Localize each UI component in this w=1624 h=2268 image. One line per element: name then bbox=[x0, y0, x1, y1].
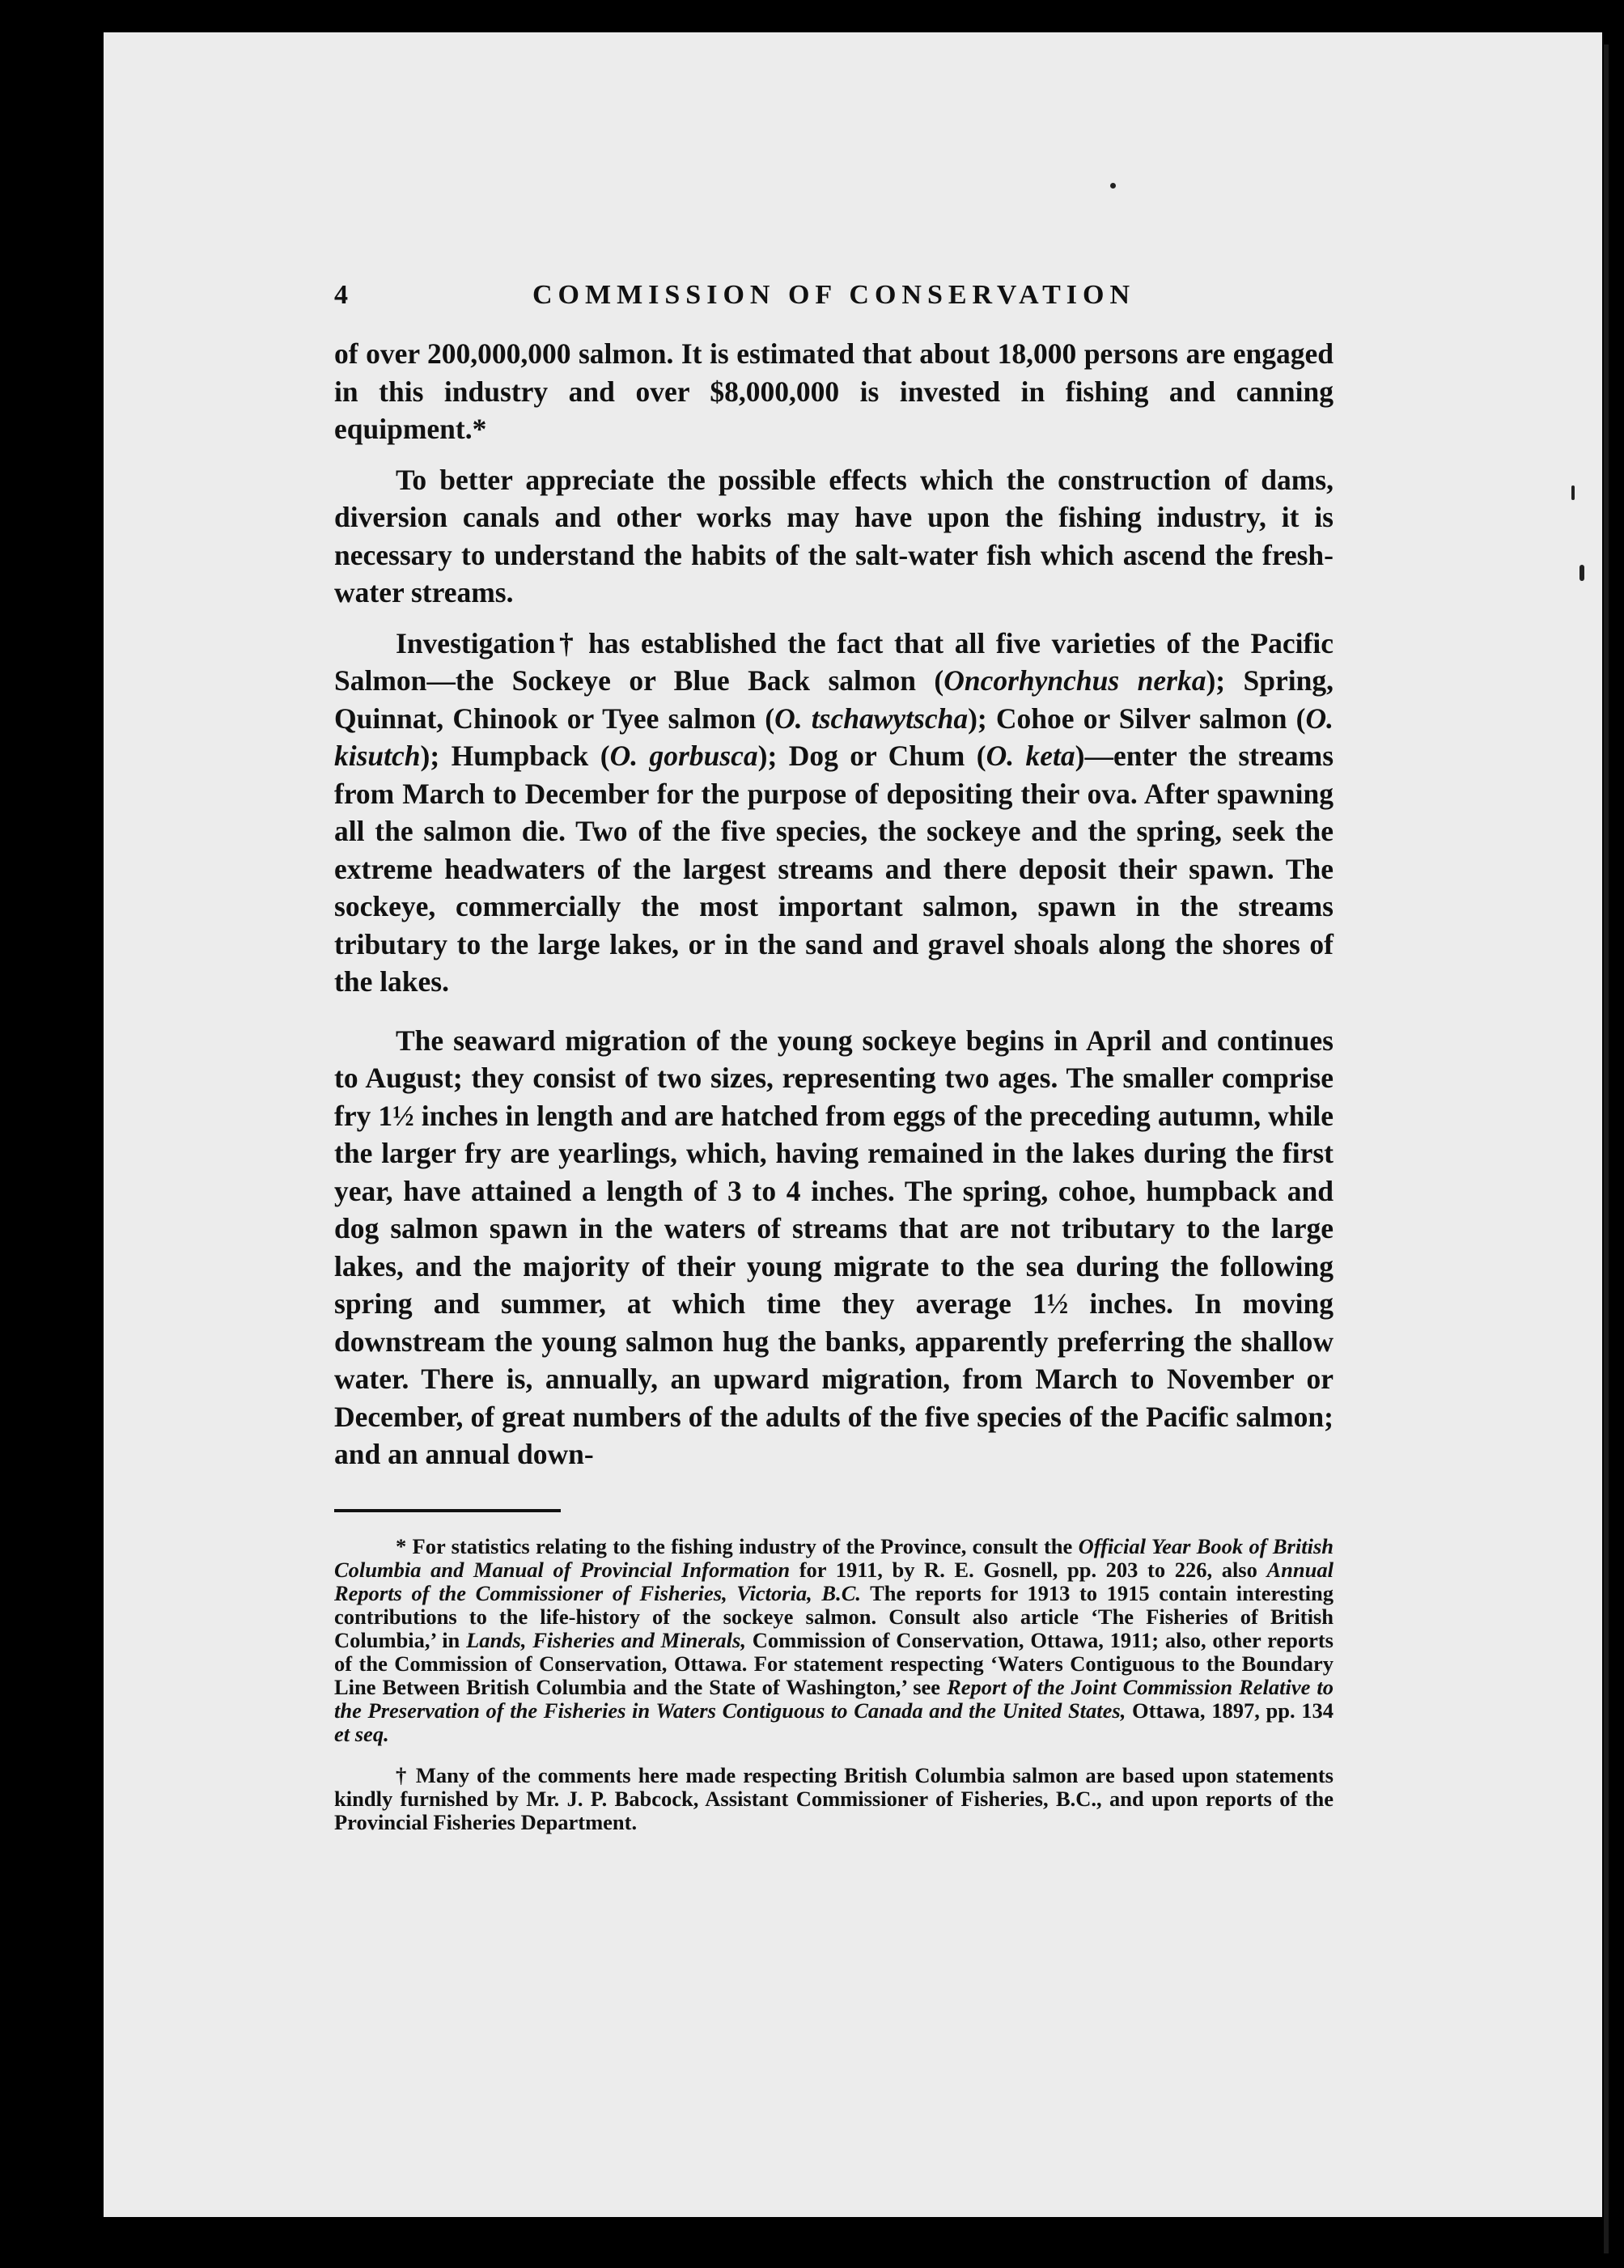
speck-mark bbox=[1571, 485, 1575, 500]
text-run: Ottawa, 1897, pp. 134 bbox=[1126, 1698, 1334, 1723]
citation-title: Annual Reports of the Commissioner of Fisheries, Victoria, B.C. bbox=[334, 1557, 1334, 1605]
page-number: 4 bbox=[334, 280, 348, 310]
text-run: * For statistics relating to the fishing industry of the Province, consult the bbox=[396, 1533, 1079, 1558]
running-title: COMMISSION OF CONSERVATION bbox=[532, 280, 1136, 310]
footnotes bbox=[334, 1535, 1334, 1834]
citation-title: Official Year Book of British Columbia and Manual of Provincial Information bbox=[334, 1533, 1334, 1582]
species-name: O. tschawytscha bbox=[774, 702, 969, 735]
text-run: ); Humpback ( bbox=[420, 740, 610, 772]
paragraph bbox=[334, 625, 1334, 1001]
text-run: )—enter the streams from March to December for the purpose of depositing their ova. After spawning all the salmon die. Two of the five species, the sockeye and the spring, seek the extreme headwaters of the largest streams and there deposit their spawn. The sockeye, commercially the most important salmon, spawn in the streams tributary to the large lakes, or in the sand and gravel shoals along the shores of the lakes. bbox=[334, 740, 1334, 998]
text-run: Commission of Conservation, Ottawa, 1911; also, other reports of the Commission of Conservation, Ottawa. For statement respecting ‘Waters Contiguous to the Boundary Line Between British Columbia and the State of Washington,’ see bbox=[334, 1627, 1334, 1699]
body-text bbox=[334, 335, 1334, 1473]
scan-edge bbox=[1604, 45, 1609, 2253]
citation-term: et seq. bbox=[334, 1721, 389, 1746]
footnote bbox=[334, 1535, 1334, 1746]
speck-mark bbox=[1110, 183, 1116, 189]
footnote: † Many of the comments here made respecting British Columbia salmon are based upon statements kindly furnished by Mr. J. P. Babcock, Assistant Commissioner of Fisheries, B.C., and upon reports of the Provincial Fisheries Department. bbox=[334, 1762, 1334, 1834]
paragraph: of over 200,000,000 salmon. It is estimated that about 18,000 persons are engaged in this industry and over $8,000,000 is invested in fishing and canning equipment.* bbox=[334, 337, 1334, 445]
text-run: The reports for 1913 to 1915 contain interesting contributions to the life-history of the sockeye salmon. Consult also article ‘The Fisheries of British Columbia,’ in bbox=[334, 1580, 1334, 1652]
text-run: ); Cohoe or Silver salmon ( bbox=[968, 702, 1306, 735]
text-run: Investigation† has established the fact that all five varieties of the Pacific Salmon—the Sockeye or Blue Back salmon ( bbox=[334, 626, 1334, 697]
species-name: O. gorbusca bbox=[609, 740, 758, 772]
text-run: for 1911, by R. E. Gosnell, pp. 203 to 226, also bbox=[790, 1557, 1267, 1582]
text-run: ); Dog or Chum ( bbox=[757, 740, 986, 772]
paragraph: The seaward migration of the young sockeye begins in April and continues to August; they consist of two sizes, representing two ages. The smaller comprise fry 1½ inches in length and are hatched from eggs of the preceding autumn, while the larger fry are yearlings, which, having remained in the lakes during the first year, have attained a length of 3 to 4 inches. The spring, cohoe, humpback and dog salmon spawn in the waters of streams that are not tributary to the large lakes, and the majority of their young migrate to the sea during the following spring and summer, at which time they average 1½ inches. In moving downstream the young salmon hug the banks, apparently preferring the shallow water. There is, annually, an upward migration, from March to November or December, of great numbers of the adults of the five species of the Pacific salmon; and an annual down- bbox=[334, 1024, 1334, 1470]
running-head bbox=[334, 273, 1334, 322]
footnote-divider bbox=[334, 1509, 561, 1512]
species-name: O. keta bbox=[986, 740, 1075, 772]
paragraph: To better appreciate the possible effects which the construction of dams, diversion canals and other works may have upon the fishing industry, it is necessary to understand the habits of the salt-water fish which ascend the fresh-water streams. bbox=[334, 463, 1334, 608]
citation-title: Lands, Fisheries and Minerals, bbox=[466, 1627, 746, 1652]
species-name: Oncorhynchus nerka bbox=[943, 664, 1206, 697]
text-run: ); Spring, Quinnat, Chinook or Tyee salmon ( bbox=[334, 664, 1334, 735]
species-name: O. kisutch bbox=[334, 702, 1334, 772]
speck-mark bbox=[1579, 565, 1584, 581]
page-content bbox=[334, 273, 1334, 1852]
citation-title: Report of the Joint Commission Relative to the Preservation of the Fisheries in Waters Contiguous to Canada and the United States, bbox=[334, 1674, 1334, 1723]
